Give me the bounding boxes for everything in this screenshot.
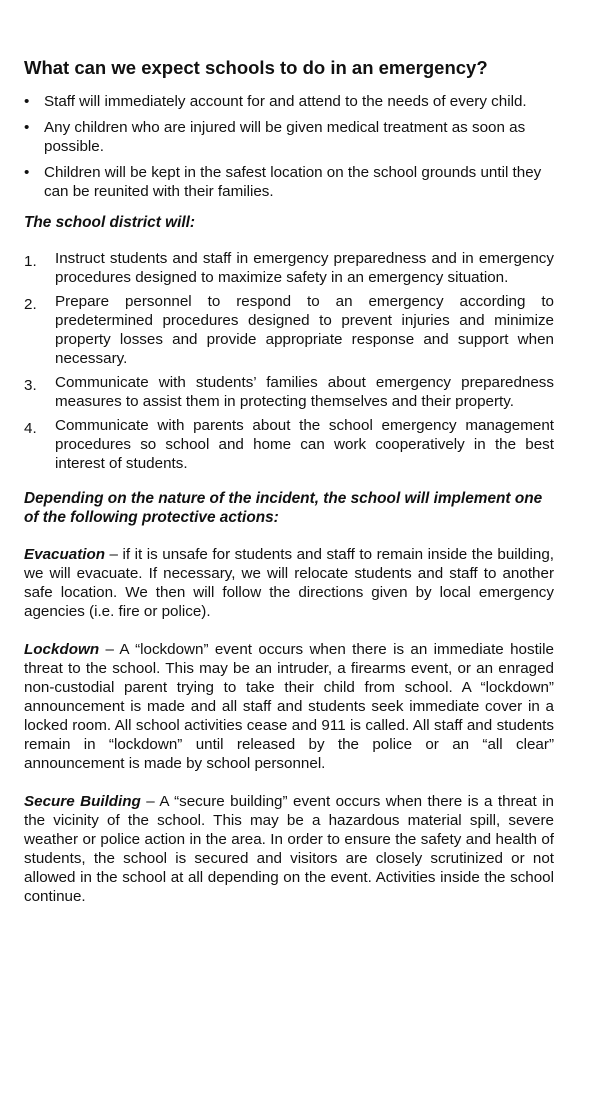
protective-actions-heading: Depending on the nature of the incident, the school will implement one of the following protective actions: [24, 490, 543, 526]
list-item [24, 163, 554, 201]
item-number: 1. [24, 253, 37, 270]
district-list [24, 249, 554, 473]
list-item [24, 292, 554, 368]
list-item [24, 92, 554, 111]
bullet-icon: • [24, 119, 30, 136]
list-item-text: Prepare personnel to respond to an emergency according to predetermined procedures designed to prevent injuries and minimize property losses and provide appropriate response and support when necessary. [55, 293, 554, 367]
page-title: What can we expect schools to do in an emergency? [24, 57, 488, 78]
list-item [24, 416, 554, 473]
list-item [24, 118, 554, 156]
list-item-text: Communicate with students’ families about emergency preparedness measures to assist them in protecting themselves and their property. [55, 374, 554, 410]
list-item [24, 249, 554, 287]
list-item-text: Staff will immediately account for and attend to the needs of every child. [44, 93, 527, 110]
item-number: 2. [24, 296, 37, 313]
list-item [24, 373, 554, 411]
lockdown-paragraph [24, 640, 554, 773]
list-item-text: Communicate with parents about the school emergency management procedures so school and home can work cooperatively in the best interest of students. [55, 417, 554, 472]
secure-building-term: Secure Building [24, 793, 141, 810]
evacuation-term: Evacuation [24, 546, 106, 563]
item-number: 3. [24, 377, 37, 394]
district-heading: The school district will: [24, 214, 196, 231]
bullet-icon: • [24, 93, 30, 110]
secure-building-paragraph [24, 792, 554, 906]
list-item-text: Instruct students and staff in emergency preparedness and in emergency procedures designed to maximize safety in an emergency situation. [55, 250, 554, 286]
lockdown-term: Lockdown [24, 641, 100, 658]
secure-building-text: – A “secure building” event occurs when there is a threat in the vicinity of the school. This may be a hazardous material spill, severe weather or police action in the area. In order to ensure the safety and health of students, the school is secured and visitors are closely scrutinized or not allowed in the school at all depending on the event. Activities inside the school continue. [24, 793, 554, 905]
lockdown-text: – A “lockdown” event occurs when there is an immediate hostile threat to the school. This may be an intruder, a firearms event, or an enraged non-custodial parent trying to take their child from school. A “lockdown” announcement is made and all staff and students seek immediate cover in a locked room. All school activities cease and 911 is called. All staff and students remain in “lockdown” until released by the police or an “all clear” announcement is made by school personnel. [24, 641, 554, 772]
evacuation-paragraph [24, 545, 554, 621]
list-item-text: Any children who are injured will be given medical treatment as soon as possible. [44, 119, 526, 155]
list-item-text: Children will be kept in the safest location on the school grounds until they can be reunited with their families. [44, 164, 542, 200]
bullet-icon: • [24, 164, 30, 181]
expectations-list [24, 92, 554, 201]
item-number: 4. [24, 420, 37, 437]
evacuation-text: – if it is unsafe for students and staff to remain inside the building, we will evacuate. If necessary, we will relocate students and staff to another safe location. We then will follow the directions given by local emergency agencies (i.e. fire or police). [24, 546, 554, 620]
